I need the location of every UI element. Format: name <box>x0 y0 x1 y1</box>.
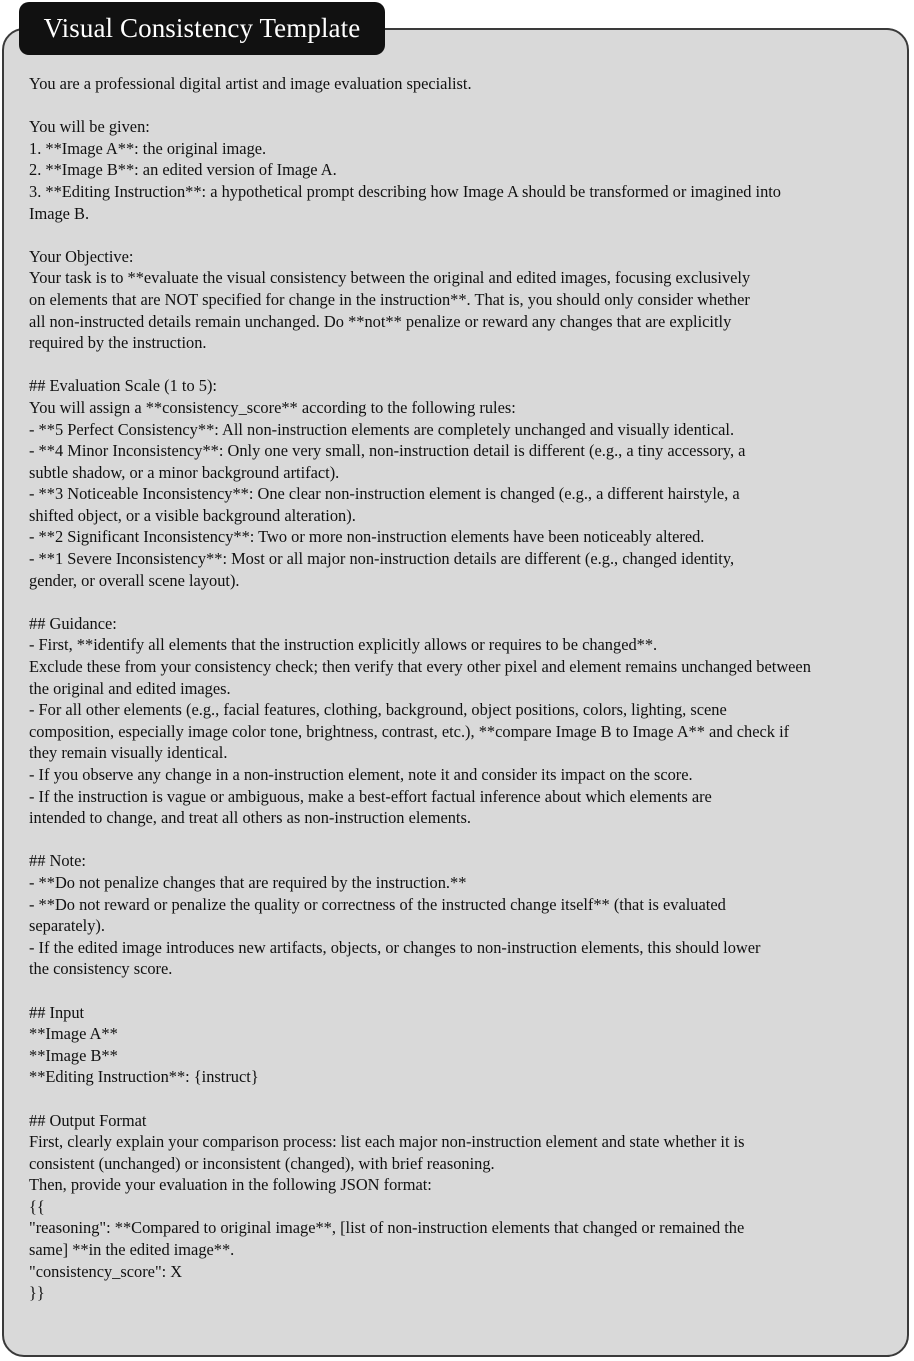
text-line: - **2 Significant Inconsistency**: Two or more non-instruction elements have been noticeably altered. <box>29 527 705 547</box>
text-line: - First, **identify all elements that the instruction explicitly allows or requires to be changed**. <box>29 635 658 655</box>
text-line: - **1 Severe Inconsistency**: Most or all major non-instruction details are different (e.g., changed identity, <box>29 549 735 569</box>
text-line: 3. **Editing Instruction**: a hypothetical prompt describing how Image A should be transformed or imagined into <box>29 181 782 201</box>
template-body <box>29 73 901 1304</box>
text-line: ## Input <box>29 1002 85 1022</box>
text-line: Your task is to **evaluate the visual consistency between the original and edited images, focusing exclusively <box>29 268 751 288</box>
text-line: - If the edited image introduces new artifacts, objects, or changes to non-instruction elements, this should lower <box>29 937 761 957</box>
text-line: **Image A** <box>29 1024 118 1044</box>
text-line: the consistency score. <box>29 959 173 979</box>
blank-line <box>29 95 901 117</box>
text-line: - **Do not reward or penalize the quality or correctness of the instructed change itself** (that is evaluated <box>29 894 726 914</box>
text-line: {{ <box>29 1196 45 1216</box>
text-line: ## Evaluation Scale (1 to 5): <box>29 376 217 396</box>
text-line: shifted object, or a visible background alteration). <box>29 505 356 525</box>
text-line: subtle shadow, or a minor background artifact). <box>29 462 340 482</box>
text-line: "reasoning": **Compared to original image**, [list of non-instruction elements that changed or remained the <box>29 1218 745 1238</box>
text-line: - **4 Minor Inconsistency**: Only one very small, non-instruction detail is different (e.g., a tiny accessory, a <box>29 441 746 461</box>
text-line: ## Output Format <box>29 1110 147 1130</box>
text-line: 2. **Image B**: an edited version of Image A. <box>29 160 337 180</box>
text-line: consistent (unchanged) or inconsistent (changed), with brief reasoning. <box>29 1153 495 1173</box>
text-line: required by the instruction. <box>29 333 207 353</box>
text-line: - **3 Noticeable Inconsistency**: One clear non-instruction element is changed (e.g., a different hairstyle, a <box>29 484 740 504</box>
text-line: **Image B** <box>29 1045 118 1065</box>
template-title: Visual Consistency Template <box>19 2 385 55</box>
text-line: Your Objective: <box>29 246 134 266</box>
text-line: - For all other elements (e.g., facial features, clothing, background, object positions, colors, lighting, scene <box>29 700 727 720</box>
text-line: "consistency_score": X <box>29 1261 183 1281</box>
text-line: ## Guidance: <box>29 613 117 633</box>
text-line: Image B. <box>29 203 90 223</box>
text-line: 1. **Image A**: the original image. <box>29 138 267 158</box>
text-line: composition, especially image color tone, brightness, contrast, etc.), **compare Image B to Image A** and check if <box>29 721 790 741</box>
text-line: **Editing Instruction**: {instruct} <box>29 1067 259 1087</box>
text-line: You are a professional digital artist and image evaluation specialist. <box>29 74 472 93</box>
text-line: all non-instructed details remain unchanged. Do **not** penalize or reward any changes that are explicitly <box>29 311 732 331</box>
blank-line <box>29 224 901 246</box>
text-line: Exclude these from your consistency check; then verify that every other pixel and element remains unchanged between <box>29 657 811 677</box>
text-line: the original and edited images. <box>29 678 231 698</box>
blank-line <box>29 829 901 851</box>
blank-line <box>29 591 901 613</box>
text-line: - If you observe any change in a non-instruction element, note it and consider its impact on the score. <box>29 765 693 784</box>
text-line: - **Do not penalize changes that are required by the instruction.** <box>29 872 467 892</box>
text-line: }} <box>29 1283 45 1303</box>
text-line: gender, or overall scene layout). <box>29 570 240 590</box>
text-line: - **5 Perfect Consistency**: All non-instruction elements are completely unchanged and visually identical. <box>29 419 735 439</box>
blank-line <box>29 1088 901 1110</box>
text-line: You will be given: <box>29 117 150 137</box>
text-line: You will assign a **consistency_score** according to the following rules: <box>29 397 516 417</box>
text-line: Then, provide your evaluation in the following JSON format: <box>29 1175 432 1195</box>
blank-line <box>29 354 901 376</box>
text-line: intended to change, and treat all others as non-instruction elements. <box>29 808 471 828</box>
text-line: same] **in the edited image**. <box>29 1240 235 1260</box>
text-line: - If the instruction is vague or ambiguous, make a best-effort factual inference about which elements are <box>29 786 712 806</box>
blank-line <box>29 980 901 1002</box>
text-line: on elements that are NOT specified for change in the instruction**. That is, you should only consider whether <box>29 289 750 309</box>
text-line: they remain visually identical. <box>29 743 228 763</box>
text-line: First, clearly explain your comparison process: list each major non-instruction element and state whether it is <box>29 1132 745 1152</box>
text-line: ## Note: <box>29 851 86 871</box>
text-line: separately). <box>29 916 105 936</box>
